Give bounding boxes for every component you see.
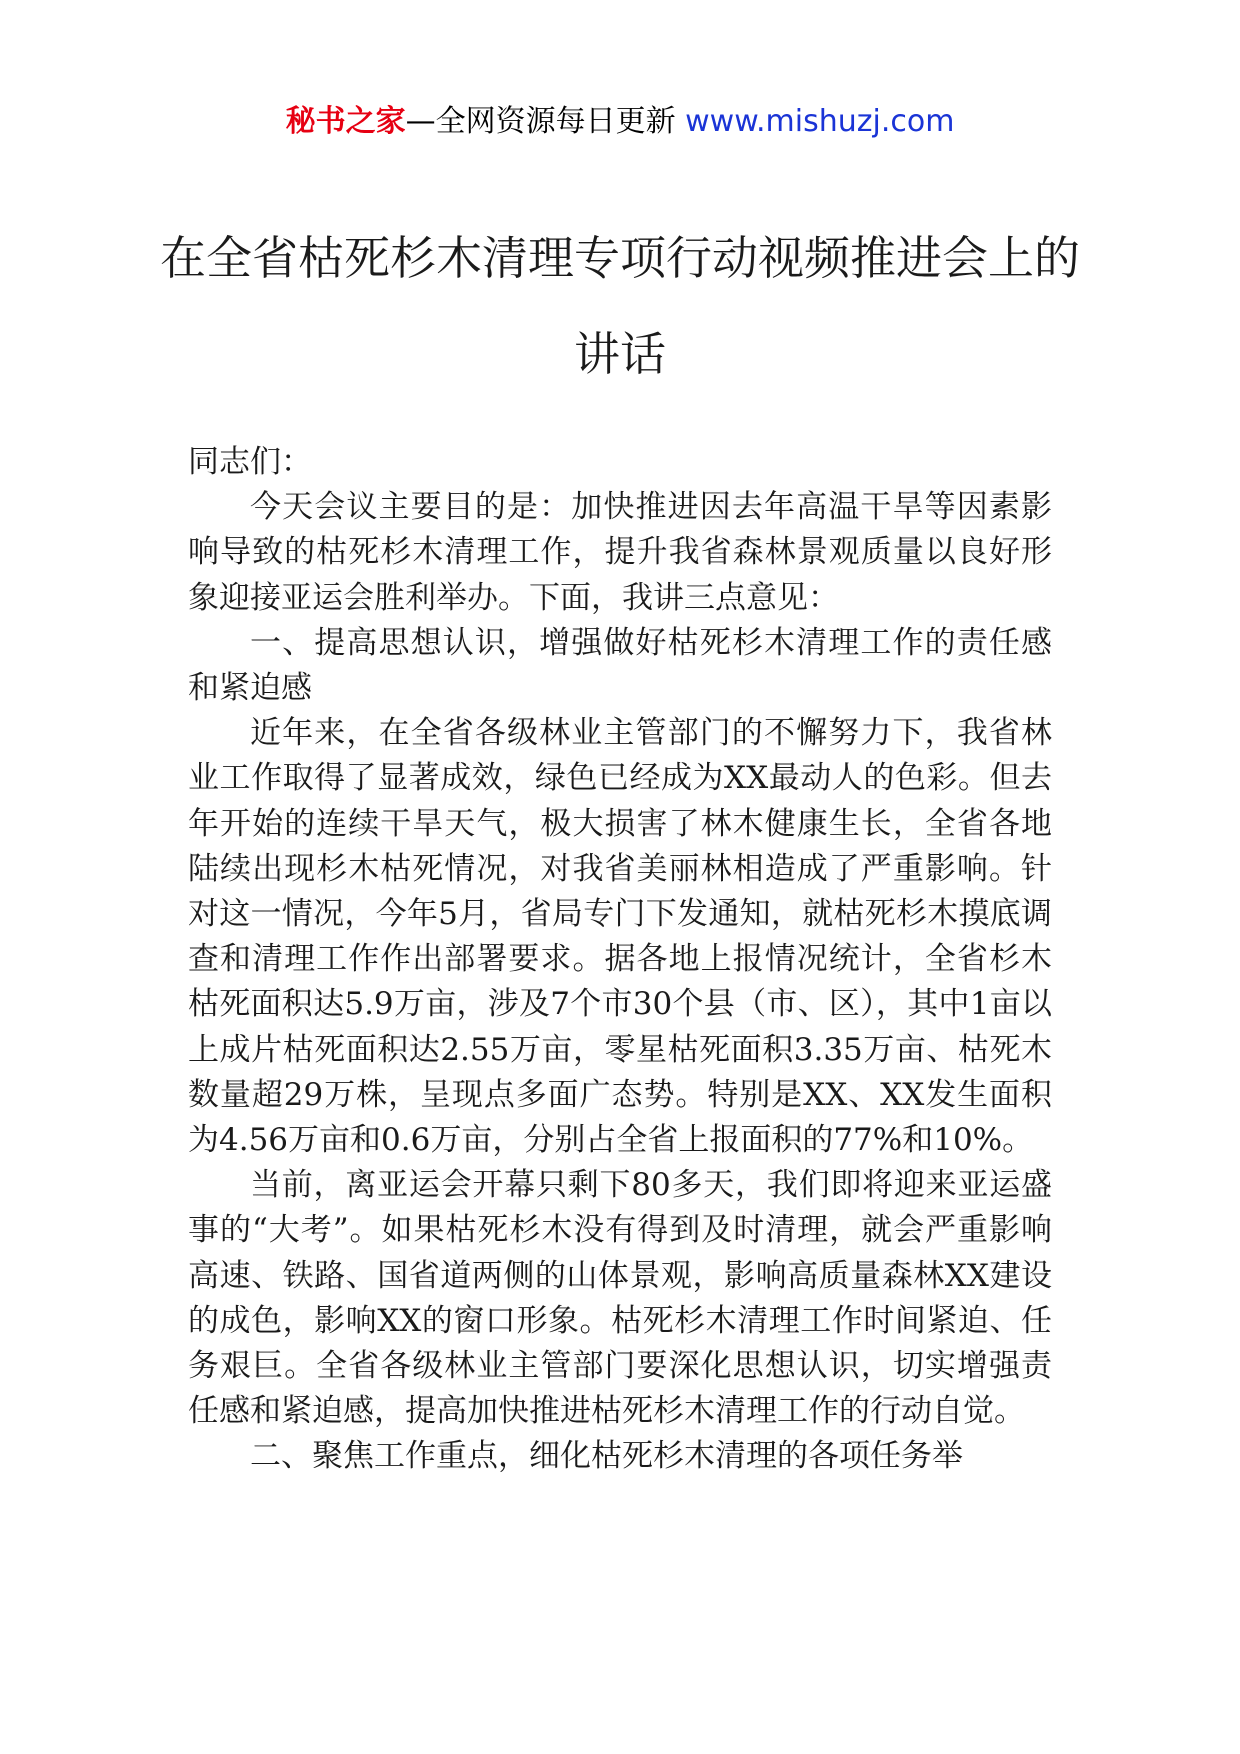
document-body [188,440,1052,1480]
section-heading-1: 一、提高思想认识，增强做好枯死杉木清理工作的责任感和紧迫感 [188,624,1052,707]
paragraph-urgency: 当前，离亚运会开幕只剩下80多天，我们即将迎来亚运盛事的“大考”。如果枯死杉木没有得到及时清理，就会严重影响高速、铁路、国省道两侧的山体景观，影响高质量森林XX建设的成色，影响XX的窗口形象。枯死杉木清理工作时间紧迫、任务艰巨。全省各级林业主管部门要深化思想认识，切实增强责任感和紧迫感，提高加快推进枯死杉木清理工作的行动自觉。 [188,1167,1052,1430]
document-title: 在全省枯死杉木清理专项行动视频推进会上的讲话 [160,231,1080,381]
paragraph-background: 近年来，在全省各级林业主管部门的不懈努力下，我省林业工作取得了显著成效，绿色已经成为XX最动人的色彩。但去年开始的连续干旱天气，极大损害了林木健康生长，全省各地陆续出现杉木枯死情况，对我省美丽林相造成了严重影响。针对这一情况，今年5月，省局专门下发通知，就枯死杉木摸底调查和清理工作作出部署要求。据各地上报情况统计，全省杉木枯死面积达5.9万亩，涉及7个市30个县（市、区），其中1亩以上成片枯死面积达2.55万亩，零星枯死面积3.35万亩、枯死木数量超29万株，呈现点多面广态势。特别是XX、XX发生面积为4.56万亩和0.6万亩，分别占全省上报面积的77%和10%。 [188,715,1052,1159]
site-header [0,100,1240,144]
brand-name: 秘书之家 [285,104,406,139]
salutation: 同志们： [188,444,312,480]
site-url[interactable]: www.mishuzj.com [685,104,955,139]
section-heading-2: 二、聚焦工作重点，细化枯死杉木清理的各项任务举 [250,1438,963,1475]
paragraph-intro: 今天会议主要目的是：加快推进因去年高温干旱等因素影响导致的枯死杉木清理工作，提升我省森林景观质量以良好形象迎接亚运会胜利举办。下面，我讲三点意见： [188,489,1052,616]
site-slogan: —全网资源每日更新 [405,104,686,139]
